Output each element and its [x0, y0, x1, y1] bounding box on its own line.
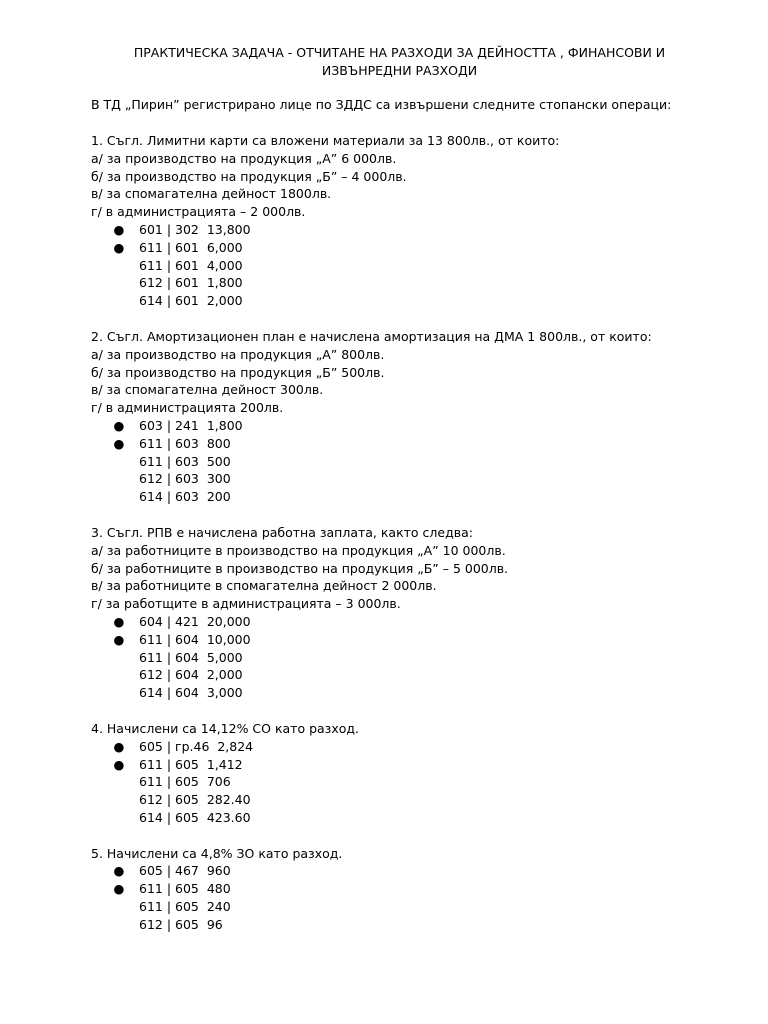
entry-text: 611 | 605 706	[139, 774, 231, 790]
task-subitem: б/ за производство на продукция „Б” 500лв.	[91, 364, 385, 380]
task-subitem: б/ за производство на продукция „Б” – 4 000лв.	[91, 168, 407, 184]
journal-entry	[91, 292, 708, 310]
entry-text: 611 | 603 500	[139, 453, 231, 469]
title-line: ИЗВЪНРЕДНИ РАЗХОДИ	[321, 63, 478, 78]
entry-text: 605 | гр.46 2,824	[139, 738, 254, 754]
task-heading: 3. Съгл. РПВ е начислена работна заплата, както следва:	[91, 524, 473, 540]
entry-text: 611 | 604 5,000	[139, 649, 243, 665]
task-section	[91, 720, 708, 827]
task-subitem: г/ за работщите в администрацията – 3 000лв.	[91, 596, 401, 612]
task-subitem: г/ в администрацията 200лв.	[91, 400, 284, 416]
task-list	[91, 132, 708, 934]
journal-entry	[91, 862, 708, 880]
entry-text: 611 | 601 4,000	[139, 257, 243, 273]
bullet-icon: ●	[113, 863, 125, 879]
entry-text: 611 | 605 240	[139, 899, 231, 915]
journal-entry	[91, 221, 708, 239]
journal-entry	[91, 880, 708, 898]
task-subitem: а/ за работниците в производство на продукция „А” 10 000лв.	[91, 542, 506, 558]
journal-entries	[91, 613, 708, 702]
entry-text: 611 | 604 10,000	[139, 631, 251, 647]
task-subitem: в/ за спомагателна дейност 300лв.	[91, 382, 324, 398]
entry-text: 614 | 603 200	[139, 489, 231, 505]
entry-text: 614 | 601 2,000	[139, 293, 243, 309]
entry-text: 611 | 605 1,412	[139, 756, 243, 772]
journal-entry	[91, 613, 708, 631]
task-heading: 2. Съгл. Амортизационен план е начислена амортизация на ДМА 1 800лв., от които:	[91, 328, 652, 344]
bullet-icon: ●	[113, 631, 125, 647]
task-subitem: в/ за работниците в спомагателна дейност 2 000лв.	[91, 578, 437, 594]
task-section	[91, 524, 708, 702]
journal-entry	[91, 738, 708, 756]
journal-entry	[91, 631, 708, 649]
task-section	[91, 328, 708, 506]
entry-text: 601 | 302 13,800	[139, 221, 251, 237]
task-section	[91, 845, 708, 934]
journal-entries	[91, 221, 708, 310]
entry-text: 611 | 603 800	[139, 435, 231, 451]
bullet-icon: ●	[113, 239, 125, 255]
journal-entry	[91, 274, 708, 292]
journal-entry	[91, 239, 708, 257]
journal-entries	[91, 417, 708, 506]
bullet-icon: ●	[113, 756, 125, 772]
entry-text: 614 | 604 3,000	[139, 685, 243, 701]
journal-entries	[91, 738, 708, 827]
task-heading: 1. Съгл. Лимитни карти са вложени материали за 13 800лв., от които:	[91, 133, 560, 148]
journal-entry	[91, 898, 708, 916]
journal-entry	[91, 470, 708, 488]
journal-entry	[91, 756, 708, 774]
journal-entry	[91, 488, 708, 506]
bullet-icon: ●	[113, 435, 125, 451]
journal-entry	[91, 453, 708, 471]
task-subitem: в/ за спомагателна дейност 1800лв.	[91, 186, 332, 202]
task-subitem: а/ за производство на продукция „А” 800лв.	[91, 346, 385, 362]
journal-entry	[91, 257, 708, 275]
task-subitem: б/ за работниците в производство на продукция „Б” – 5 000лв.	[91, 560, 509, 576]
journal-entry	[91, 773, 708, 791]
entry-text: 612 | 605 282.40	[139, 792, 251, 808]
entry-text: 614 | 605 423.60	[139, 809, 251, 825]
task-heading: 5. Начислени са 4,8% ЗО като разход.	[91, 845, 343, 861]
entry-text: 603 | 241 1,800	[139, 417, 243, 433]
journal-entry	[91, 916, 708, 934]
document-title	[81, 44, 718, 80]
journal-entry	[91, 666, 708, 684]
entry-text: 604 | 421 20,000	[139, 613, 251, 629]
journal-entry	[91, 649, 708, 667]
entry-text: 612 | 604 2,000	[139, 667, 243, 683]
title-line: ПРАКТИЧЕСКА ЗАДАЧА - ОТЧИТАНЕ НА РАЗХОДИ ЗА ДЕЙНОСТТА , ФИНАНСОВИ И	[133, 45, 666, 60]
journal-entry	[91, 809, 708, 827]
journal-entry	[91, 791, 708, 809]
bullet-icon: ●	[113, 881, 125, 897]
entry-text: 612 | 605 96	[139, 916, 223, 932]
entry-text: 611 | 601 6,000	[139, 239, 243, 255]
journal-entries	[91, 862, 708, 933]
entry-text: 611 | 605 480	[139, 881, 231, 897]
journal-entry	[91, 417, 708, 435]
entry-text: 605 | 467 960	[139, 863, 231, 879]
task-heading: 4. Начислени са 14,12% СО като разход.	[91, 720, 359, 736]
entry-text: 612 | 601 1,800	[139, 275, 243, 291]
entry-text: 612 | 603 300	[139, 471, 231, 487]
intro-paragraph: В ТД „Пирин” регистрирано лице по ЗДДС са извършени следните стопански операци:	[91, 97, 672, 112]
bullet-icon: ●	[113, 417, 125, 433]
bullet-icon: ●	[113, 613, 125, 629]
bullet-icon: ●	[113, 738, 125, 754]
journal-entry	[91, 435, 708, 453]
journal-entry	[91, 684, 708, 702]
task-subitem: а/ за производство на продукция „А” 6 000лв.	[91, 150, 397, 166]
task-section	[91, 132, 708, 310]
task-subitem: г/ в администрацията – 2 000лв.	[91, 204, 306, 220]
bullet-icon: ●	[113, 221, 125, 237]
